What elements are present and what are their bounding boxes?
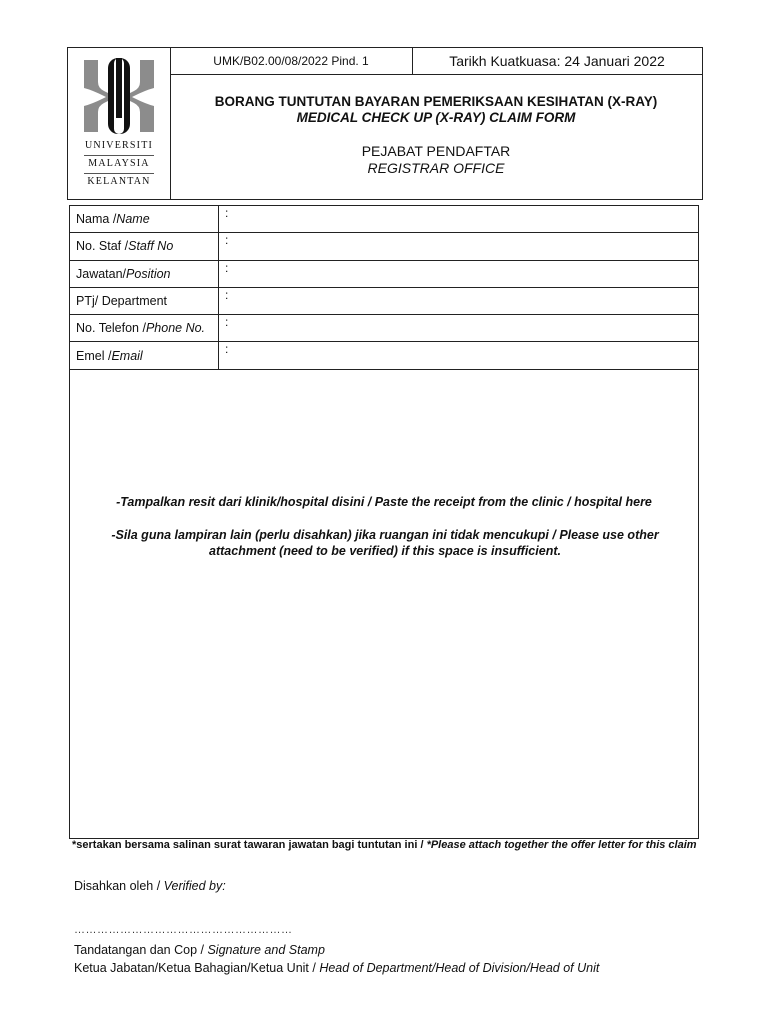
form-titles bbox=[170, 74, 702, 199]
email-label: Emel / Email bbox=[70, 342, 219, 368]
phone-field[interactable]: : bbox=[225, 315, 229, 330]
logo-divider bbox=[84, 173, 154, 174]
receipt-paste-area bbox=[69, 363, 699, 839]
verified-by-label: Disahkan oleh / Verified by: bbox=[74, 879, 226, 893]
head-of-unit-label: Ketua Jabatan/Ketua Bahagian/Ketua Unit / Head of Department/Head of Division/Head of Unit bbox=[74, 961, 600, 975]
phone-label: No. Telefon / Phone No. bbox=[70, 315, 219, 341]
logo-text-kelantan: KELANTAN bbox=[87, 176, 151, 187]
form-title-english: MEDICAL CHECK UP (X-RAY) CLAIM FORM bbox=[296, 110, 576, 125]
office-name-malay: PEJABAT PENDAFTAR bbox=[361, 143, 511, 159]
table-row bbox=[70, 315, 698, 342]
offer-letter-note: *sertakan bersama salinan surat tawaran jawatan bagi tuntutan ini / *Please attach together the offer letter for this claim bbox=[72, 839, 697, 851]
staff-no-label: No. Staf / Staff No bbox=[70, 233, 219, 259]
logo-text-malaysia: MALAYSIA bbox=[88, 158, 150, 169]
form-header bbox=[67, 47, 703, 200]
applicant-info-table bbox=[69, 205, 699, 370]
table-row bbox=[70, 288, 698, 315]
department-label: PTj/ Department bbox=[70, 288, 219, 314]
position-field[interactable]: : bbox=[225, 260, 229, 275]
umk-emblem-icon bbox=[68, 48, 170, 138]
logo-text-universiti: UNIVERSITI bbox=[84, 140, 154, 151]
signature-stamp-label: Tandatangan dan Cop / Signature and Stamp bbox=[74, 943, 325, 957]
form-title-malay: BORANG TUNTUTAN BAYARAN PEMERIKSAAN KESIHATAN (X-RAY) bbox=[214, 94, 658, 109]
attachment-instruction: -Sila guna lampiran lain (perlu disahkan) jika ruangan ini tidak mencukupi / Please use other attachment (need to be verified) if this space is insufficient. bbox=[111, 528, 659, 558]
university-logo bbox=[68, 48, 170, 201]
position-label: Jawatan/ Position bbox=[70, 261, 219, 287]
table-row bbox=[70, 233, 698, 260]
name-label: Nama / Name bbox=[70, 206, 219, 232]
effective-date: Tarikh Kuatkuasa: 24 Januari 2022 bbox=[449, 53, 665, 69]
table-row bbox=[70, 206, 698, 233]
logo-divider bbox=[84, 155, 154, 156]
signature-line: ………………………………………………… bbox=[74, 924, 293, 936]
table-row bbox=[70, 261, 698, 288]
name-field[interactable]: : bbox=[225, 206, 229, 220]
document-number: UMK/B02.00/08/2022 Pind. 1 bbox=[213, 54, 369, 68]
receipt-instruction: -Tampalkan resit dari klinik/hospital disini / Paste the receipt from the clinic / hospital here bbox=[116, 495, 652, 509]
email-field[interactable]: : bbox=[225, 342, 229, 357]
office-name-english: REGISTRAR OFFICE bbox=[367, 160, 505, 176]
department-field[interactable]: : bbox=[225, 287, 229, 302]
staff-no-field[interactable]: : bbox=[225, 233, 229, 248]
